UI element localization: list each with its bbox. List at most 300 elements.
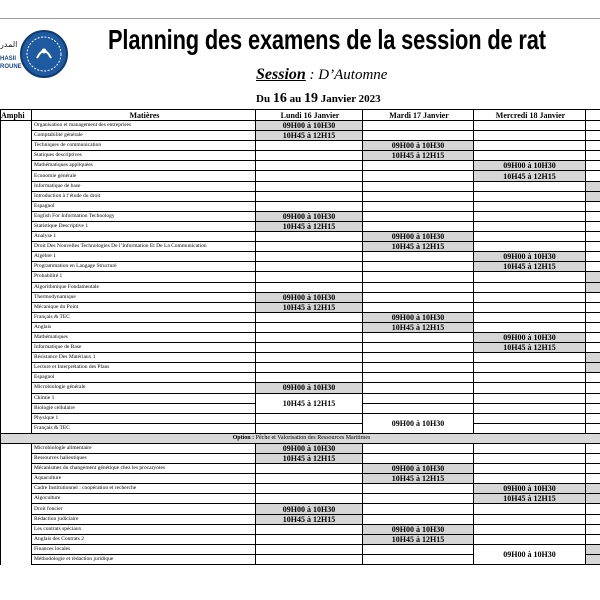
slot-cell-mercredi xyxy=(474,292,586,302)
amphi-cell xyxy=(1,282,32,292)
slot-cell-mercredi xyxy=(474,393,586,403)
amphi-cell xyxy=(1,292,32,302)
amphi-cell xyxy=(1,373,32,383)
extra-cell xyxy=(586,554,600,564)
subject-cell: Rédaction judiciaire xyxy=(32,514,256,524)
extra-cell xyxy=(586,161,600,171)
extra-cell xyxy=(586,443,600,453)
amphi-cell xyxy=(1,201,32,211)
slot-cell-mardi xyxy=(363,282,474,292)
slot-cell-lundi xyxy=(256,373,363,383)
amphi-cell xyxy=(1,494,32,504)
slot-cell-lundi xyxy=(256,282,363,292)
slot-cell-mardi xyxy=(363,544,474,554)
extra-cell xyxy=(586,474,600,484)
slot-cell-lundi xyxy=(256,322,363,332)
subject-cell: Microbiologie générale xyxy=(32,383,256,393)
slot-cell-mardi: 09H00 à 10H30 xyxy=(363,464,474,474)
amphi-cell xyxy=(1,221,32,231)
slot-cell-mercredi xyxy=(474,403,586,413)
table-row xyxy=(1,151,600,161)
subject-cell: English For Information Technology xyxy=(32,211,256,221)
dates-mid: au xyxy=(289,93,302,105)
extra-cell xyxy=(586,252,600,262)
slot-cell-mardi xyxy=(363,272,474,282)
slot-cell-lundi xyxy=(256,524,363,534)
slot-cell-mardi xyxy=(363,454,474,464)
slot-cell-mardi xyxy=(363,373,474,383)
table-row xyxy=(1,544,600,554)
amphi-cell xyxy=(1,272,32,282)
slot-cell-mercredi: 09H00 à 10H30 xyxy=(474,252,586,262)
extra-cell xyxy=(586,332,600,342)
amphi-cell xyxy=(1,534,32,544)
slot-cell-lundi xyxy=(256,252,363,262)
table-row xyxy=(1,464,600,474)
table-row xyxy=(1,504,600,514)
table-row xyxy=(1,413,600,423)
slot-cell-lundi xyxy=(256,423,363,433)
extra-cell xyxy=(586,221,600,231)
table-row xyxy=(1,141,600,151)
amphi-cell xyxy=(1,343,32,353)
slot-cell-mardi xyxy=(363,383,474,393)
slot-cell-mardi xyxy=(363,171,474,181)
page-title: Planning des examens de la session de rat xyxy=(108,24,546,55)
subject-cell: Informatique de base xyxy=(32,181,256,191)
subject-cell: Français & TEC xyxy=(32,423,256,433)
slot-cell-lundi: 09H00 à 10H30 xyxy=(256,504,363,514)
slot-cell-lundi: 10H45 à 12H15 xyxy=(256,131,363,141)
table-row xyxy=(1,121,600,131)
table-row xyxy=(1,211,600,221)
amphi-cell xyxy=(1,141,32,151)
slot-cell-mercredi: 09H00 à 10H30 xyxy=(474,544,586,564)
slot-cell-mardi: 10H45 à 12H15 xyxy=(363,474,474,484)
slot-cell-mercredi xyxy=(474,373,586,383)
slot-cell-mardi xyxy=(363,332,474,342)
extra-cell xyxy=(586,534,600,544)
amphi-cell xyxy=(1,423,32,433)
slot-cell-lundi xyxy=(256,474,363,484)
slot-cell-mardi xyxy=(363,393,474,403)
table-row xyxy=(1,454,600,464)
table-row xyxy=(1,443,600,453)
extra-cell xyxy=(586,171,600,181)
amphi-cell xyxy=(1,464,32,474)
table-row xyxy=(1,171,600,181)
amphi-cell xyxy=(1,121,32,131)
table-row xyxy=(1,514,600,524)
amphi-cell xyxy=(1,242,32,252)
table-row xyxy=(1,494,600,504)
slot-cell-lundi xyxy=(256,272,363,282)
subject-cell: Méthodologie et rédaction juridique xyxy=(32,554,256,564)
slot-cell-mardi xyxy=(363,302,474,312)
university-seal-icon xyxy=(20,30,68,78)
subject-cell: Cadre Institutionnel : coopération et recherche xyxy=(32,484,256,494)
slot-cell-mercredi xyxy=(474,474,586,484)
extra-cell xyxy=(586,302,600,312)
slot-cell-mercredi: 10H45 à 12H15 xyxy=(474,171,586,181)
subject-cell: Lecture et Interprétation des Plans xyxy=(32,363,256,373)
amphi-cell xyxy=(1,262,32,272)
slot-cell-mardi: 09H00 à 10H30 xyxy=(363,413,474,433)
slot-cell-lundi: 10H45 à 12H15 xyxy=(256,454,363,464)
slot-cell-lundi xyxy=(256,201,363,211)
slot-cell-lundi: 10H45 à 12H15 xyxy=(256,221,363,231)
extra-cell xyxy=(586,141,600,151)
extra-cell xyxy=(586,494,600,504)
extra-cell xyxy=(586,211,600,221)
extra-cell xyxy=(586,464,600,474)
amphi-cell xyxy=(1,393,32,403)
extra-cell xyxy=(586,524,600,534)
dates-suffix: Janvier 2023 xyxy=(320,93,381,105)
table-row xyxy=(1,262,600,272)
slot-cell-mercredi xyxy=(474,282,586,292)
amphi-cell xyxy=(1,171,32,181)
slot-cell-mardi xyxy=(363,443,474,453)
amphi-cell xyxy=(1,151,32,161)
subject-cell: Economie générale xyxy=(32,171,256,181)
slot-cell-mercredi xyxy=(474,141,586,151)
slot-cell-lundi xyxy=(256,242,363,252)
subject-cell: Résistance Des Matériaux 1 xyxy=(32,353,256,363)
amphi-cell xyxy=(1,353,32,363)
slot-cell-mardi xyxy=(363,161,474,171)
slot-cell-lundi xyxy=(256,353,363,363)
amphi-cell xyxy=(1,524,32,534)
col-header-amphi: Amphi xyxy=(1,110,32,121)
slot-cell-lundi: 09H00 à 10H30 xyxy=(256,383,363,393)
subject-cell: Physique 1 xyxy=(32,413,256,423)
table-row xyxy=(1,302,600,312)
subject-cell: Mathématiques xyxy=(32,332,256,342)
slot-cell-mardi xyxy=(363,494,474,504)
table-row xyxy=(1,353,600,363)
amphi-cell xyxy=(1,403,32,413)
table-row xyxy=(1,161,600,171)
extra-cell xyxy=(586,353,600,363)
slot-cell-lundi xyxy=(256,191,363,201)
table-header-row xyxy=(1,110,600,121)
option-text: Pêche et Valorisation des Ressources Maritimes xyxy=(255,434,371,441)
extra-cell xyxy=(586,373,600,383)
extra-cell xyxy=(586,413,600,423)
amphi-cell xyxy=(1,322,32,332)
slot-cell-mardi: 09H00 à 10H30 xyxy=(363,312,474,322)
slot-cell-mercredi: 10H45 à 12H15 xyxy=(474,494,586,504)
table-row xyxy=(1,332,600,342)
slot-cell-lundi xyxy=(256,232,363,242)
session-value: : D’Automne xyxy=(309,67,388,83)
amphi-cell xyxy=(1,211,32,221)
slot-cell-mercredi xyxy=(474,504,586,514)
subject-cell: Algoculture xyxy=(32,494,256,504)
slot-cell-lundi: 10H45 à 12H15 xyxy=(256,393,363,413)
slot-cell-mardi xyxy=(363,131,474,141)
slot-cell-mardi xyxy=(363,343,474,353)
slot-cell-mardi xyxy=(363,292,474,302)
slot-cell-mardi xyxy=(363,181,474,191)
table-row xyxy=(1,292,600,302)
subject-cell: Espagnol xyxy=(32,201,256,211)
table-row xyxy=(1,191,600,201)
slot-cell-mardi: 10H45 à 12H15 xyxy=(363,534,474,544)
extra-cell xyxy=(586,242,600,252)
slot-cell-mardi: 09H00 à 10H30 xyxy=(363,232,474,242)
slot-cell-mardi xyxy=(363,484,474,494)
slot-cell-mardi xyxy=(363,262,474,272)
slot-cell-mercredi xyxy=(474,383,586,393)
session-label: Session xyxy=(256,66,306,83)
amphi-cell xyxy=(1,413,32,423)
slot-cell-lundi xyxy=(256,171,363,181)
slot-cell-mardi xyxy=(363,554,474,564)
slot-cell-mardi xyxy=(363,353,474,363)
amphi-cell xyxy=(1,181,32,191)
slot-cell-mardi xyxy=(363,403,474,413)
slot-cell-mercredi xyxy=(474,464,586,474)
table-row xyxy=(1,343,600,353)
subject-cell: Informatique de Base xyxy=(32,343,256,353)
dates-start: 16 xyxy=(272,91,287,106)
table-row xyxy=(1,383,600,393)
table-row xyxy=(1,322,600,332)
institution-name-latin: HASII xyxy=(0,56,17,62)
extra-cell xyxy=(586,151,600,161)
slot-cell-mercredi xyxy=(474,242,586,252)
amphi-cell xyxy=(1,504,32,514)
slot-cell-mercredi xyxy=(474,524,586,534)
slot-cell-mercredi xyxy=(474,363,586,373)
table-row xyxy=(1,484,600,494)
slot-cell-mardi xyxy=(363,201,474,211)
table-row xyxy=(1,232,600,242)
slot-cell-mercredi xyxy=(474,272,586,282)
table-row xyxy=(1,393,600,403)
amphi-cell xyxy=(1,484,32,494)
option-row xyxy=(1,433,600,443)
slot-cell-mercredi: 09H00 à 10H30 xyxy=(474,161,586,171)
table-row xyxy=(1,131,600,141)
slot-cell-lundi: 09H00 à 10H30 xyxy=(256,211,363,221)
extra-cell xyxy=(586,232,600,242)
extra-cell xyxy=(586,131,600,141)
slot-cell-mercredi xyxy=(474,322,586,332)
table-row xyxy=(1,312,600,322)
extra-cell xyxy=(586,544,600,554)
table-row xyxy=(1,524,600,534)
amphi-cell xyxy=(1,474,32,484)
slot-cell-lundi: 09H00 à 10H30 xyxy=(256,443,363,453)
table-row xyxy=(1,282,600,292)
slot-cell-mercredi xyxy=(474,191,586,201)
subject-cell: Analyse 1 xyxy=(32,232,256,242)
extra-cell xyxy=(586,454,600,464)
subject-cell: Finances locales xyxy=(32,544,256,554)
subject-cell: Les contrats spéciaux xyxy=(32,524,256,534)
subject-cell: Biologie cellulaire xyxy=(32,403,256,413)
slot-cell-mercredi xyxy=(474,201,586,211)
subject-cell: Ressources halieutiques xyxy=(32,454,256,464)
subject-cell: Aquaculture xyxy=(32,474,256,484)
session-line xyxy=(256,66,387,84)
slot-cell-mardi xyxy=(363,211,474,221)
amphi-cell xyxy=(1,454,32,464)
extra-cell xyxy=(586,262,600,272)
extra-cell xyxy=(586,383,600,393)
slot-cell-lundi xyxy=(256,312,363,322)
subject-cell: Statiques descriptives xyxy=(32,151,256,161)
extra-cell xyxy=(586,403,600,413)
slot-cell-mercredi: 09H00 à 10H30 xyxy=(474,484,586,494)
slot-cell-lundi xyxy=(256,413,363,423)
slot-cell-lundi xyxy=(256,151,363,161)
subject-cell: Mécanique du Point xyxy=(32,302,256,312)
table-row xyxy=(1,272,600,282)
table-row xyxy=(1,534,600,544)
amphi-cell xyxy=(1,312,32,322)
slot-cell-mardi xyxy=(363,252,474,262)
slot-cell-lundi: 10H45 à 12H15 xyxy=(256,302,363,312)
slot-cell-mercredi xyxy=(474,151,586,161)
amphi-cell xyxy=(1,363,32,373)
subject-cell: Techniques de communication xyxy=(32,141,256,151)
slot-cell-lundi xyxy=(256,464,363,474)
amphi-cell xyxy=(1,383,32,393)
extra-cell xyxy=(586,201,600,211)
subject-cell: Introduction à l’étude du droit xyxy=(32,191,256,201)
subject-cell: Anglais xyxy=(32,322,256,332)
slot-cell-lundi: 09H00 à 10H30 xyxy=(256,292,363,302)
slot-cell-lundi xyxy=(256,363,363,373)
subject-cell: Probabilité 1 xyxy=(32,272,256,282)
slot-cell-lundi: 09H00 à 10H30 xyxy=(256,121,363,131)
slot-cell-mardi xyxy=(363,121,474,131)
extra-cell xyxy=(586,292,600,302)
slot-cell-mercredi xyxy=(474,121,586,131)
slot-cell-lundi xyxy=(256,161,363,171)
table-row xyxy=(1,221,600,231)
subject-cell: Comptabilité générale xyxy=(32,131,256,141)
slot-cell-mercredi xyxy=(474,443,586,453)
institution-name-arabic: المدر xyxy=(0,40,18,49)
extra-cell xyxy=(586,514,600,524)
subject-cell: Français & TEC xyxy=(32,312,256,322)
slot-cell-mardi: 09H00 à 10H30 xyxy=(363,524,474,534)
subject-cell: Espagnol xyxy=(32,373,256,383)
option-label xyxy=(1,433,600,443)
slot-cell-mercredi xyxy=(474,534,586,544)
slot-cell-mercredi xyxy=(474,221,586,231)
slot-cell-mercredi xyxy=(474,312,586,322)
extra-cell xyxy=(586,191,600,201)
amphi-cell xyxy=(1,161,32,171)
slot-cell-mardi xyxy=(363,514,474,524)
slot-cell-mercredi xyxy=(474,514,586,524)
col-header-matieres: Matières xyxy=(32,110,256,121)
amphi-cell xyxy=(1,131,32,141)
page-header xyxy=(0,0,600,108)
col-header-lundi: Lundi 16 Janvier xyxy=(256,110,363,121)
slot-cell-mardi xyxy=(363,363,474,373)
table-row xyxy=(1,363,600,373)
amphi-cell xyxy=(1,191,32,201)
subject-cell: Organisation et management des entreprises xyxy=(32,121,256,131)
slot-cell-mercredi xyxy=(474,232,586,242)
col-header-extra xyxy=(586,110,600,121)
extra-cell xyxy=(586,484,600,494)
amphi-cell xyxy=(1,514,32,524)
dates-end: 19 xyxy=(303,91,318,106)
extra-cell xyxy=(586,343,600,353)
subject-cell: Mathématiques appliquées xyxy=(32,161,256,171)
date-range xyxy=(256,91,381,107)
slot-cell-mardi: 10H45 à 12H15 xyxy=(363,151,474,161)
subject-cell: Algorithmique Fondamentale xyxy=(32,282,256,292)
slot-cell-lundi xyxy=(256,141,363,151)
extra-cell xyxy=(586,393,600,403)
table-row xyxy=(1,474,600,484)
slot-cell-mercredi xyxy=(474,211,586,221)
subject-cell: Programmation en Langage Structuré xyxy=(32,262,256,272)
slot-cell-mercredi xyxy=(474,131,586,141)
subject-cell: Mécanismes du changement génétique chez les procaryotes xyxy=(32,464,256,474)
extra-cell xyxy=(586,312,600,322)
slot-cell-mercredi: 10H45 à 12H15 xyxy=(474,262,586,272)
slot-cell-lundi xyxy=(256,181,363,191)
slot-cell-lundi xyxy=(256,534,363,544)
subject-cell: Microbiologie alimentaire xyxy=(32,443,256,453)
extra-cell xyxy=(586,181,600,191)
amphi-cell xyxy=(1,443,32,453)
institution-name-latin-2: ROUNE xyxy=(0,64,22,70)
slot-cell-mercredi: 10H45 à 12H15 xyxy=(474,343,586,353)
slot-cell-lundi: 10H45 à 12H15 xyxy=(256,514,363,524)
slot-cell-mardi xyxy=(363,221,474,231)
slot-cell-mardi: 10H45 à 12H15 xyxy=(363,322,474,332)
table-row xyxy=(1,373,600,383)
col-header-mercredi: Mercredi 18 Janvier xyxy=(474,110,586,121)
table-row xyxy=(1,252,600,262)
slot-cell-mardi: 10H45 à 12H15 xyxy=(363,242,474,252)
amphi-cell xyxy=(1,554,32,564)
subject-cell: Anglais des Contrats 2 xyxy=(32,534,256,544)
dates-prefix: Du xyxy=(256,93,271,105)
table-row xyxy=(1,201,600,211)
extra-cell xyxy=(586,282,600,292)
slot-cell-lundi xyxy=(256,494,363,504)
extra-cell xyxy=(586,504,600,514)
amphi-cell xyxy=(1,252,32,262)
slot-cell-mercredi xyxy=(474,181,586,191)
subject-cell: Chimie 1 xyxy=(32,393,256,403)
slot-cell-lundi xyxy=(256,554,363,564)
slot-cell-lundi xyxy=(256,332,363,342)
slot-cell-mardi xyxy=(363,191,474,201)
amphi-cell xyxy=(1,544,32,554)
extra-cell xyxy=(586,121,600,131)
slot-cell-mardi: 09H00 à 10H30 xyxy=(363,141,474,151)
amphi-cell xyxy=(1,302,32,312)
slot-cell-mercredi xyxy=(474,302,586,312)
table-row xyxy=(1,181,600,191)
subject-cell: Thermodynamique xyxy=(32,292,256,302)
slot-cell-mercredi xyxy=(474,423,586,433)
slot-cell-lundi xyxy=(256,544,363,554)
